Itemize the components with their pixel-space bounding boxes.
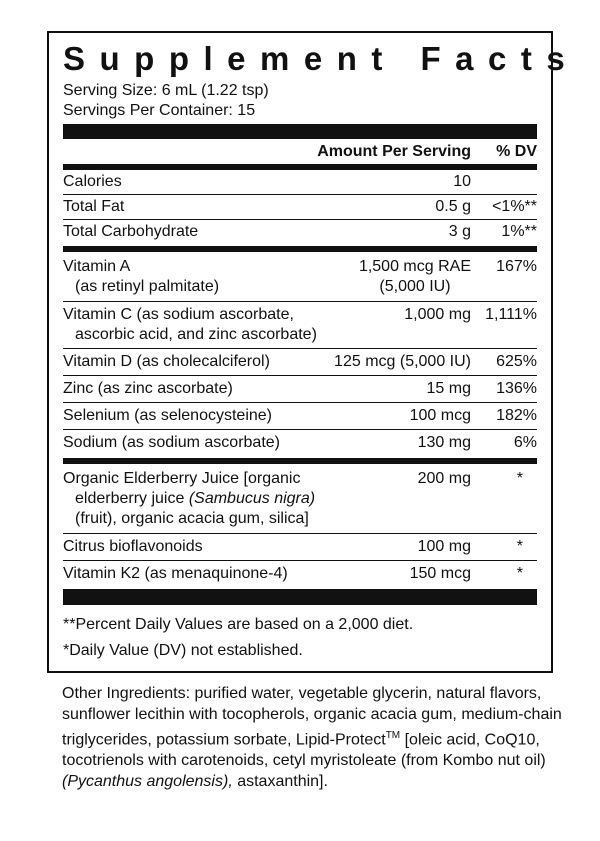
nutrient-row-calories: Calories 10 [63, 173, 471, 190]
nutrient-row-vitamin-a: Vitamin A (as retinyl palmitate) 1,500 mcg RAE (5,000 IU) 167% [63, 258, 537, 295]
serving-size: Serving Size: 6 mL (1.22 tsp) [63, 82, 269, 99]
other-ingredients: Other Ingredients: purified water, vegetable glycerin, natural flavors, sunflower lecithin with tocopherols, organic acacia gum, medium-chain triglycerides, potassium sorbate, Lipid-Protect™ [oleic acid, CoQ10, tocotrienols with carotenoids, cetyl myristoleate (from Kombo nut oil)(Pycanthus angolensis), astaxanthin]. [62, 685, 562, 791]
supplement-facts-panel [47, 31, 580, 673]
servings-per-container: Servings Per Container: 15 [63, 102, 256, 119]
nutrient-row-selenium: Selenium (as selenocysteine) 100 mcg 182% [63, 407, 537, 424]
trademark-mark: TM [385, 730, 401, 741]
nutrient-row-zinc: Zinc (as zinc ascorbate) 15 mg 136% [63, 380, 537, 397]
nutrient-row-vitamin-k2: Vitamin K2 (as menaquinone-4) 150 mcg * [63, 565, 523, 582]
nutrient-row-citrus-bioflavonoids: Citrus bioflavonoids 100 mg * [63, 538, 523, 555]
nutrient-row-vitamin-c: Vitamin C (as sodium ascorbate, ascorbic acid, and zinc ascorbate) 1,000 mg 1,111% [63, 306, 537, 343]
header-dv: % DV [496, 142, 537, 160]
nutrient-row-total-carbohydrate: Total Carbohydrate 3 g 1%** [63, 223, 537, 240]
column-header-row [63, 139, 537, 164]
header-amount: Amount Per Serving [317, 142, 471, 160]
nutrient-row-total-fat: Total Fat 0.5 g <1%** [63, 198, 537, 215]
nutrient-row-vitamin-d: Vitamin D (as cholecalciferol) 125 mcg (5,000 IU) 625% [63, 353, 537, 370]
footnote-daily-value: *Daily Value (DV) not established. [63, 642, 303, 659]
nutrient-row-sodium: Sodium (as sodium ascorbate) 130 mg 6% [63, 434, 537, 451]
divider-thick [63, 124, 537, 139]
panel-title: Supplement Facts [63, 40, 580, 77]
nutrient-row-elderberry: Organic Elderberry Juice [organic elderberry juice (Sambucus nigra) (fruit), organic acacia gum, silica] 200 mg * [63, 470, 523, 527]
divider-thick [63, 589, 537, 605]
footnote-percent-daily: **Percent Daily Values are based on a 2,000 diet. [63, 616, 414, 633]
